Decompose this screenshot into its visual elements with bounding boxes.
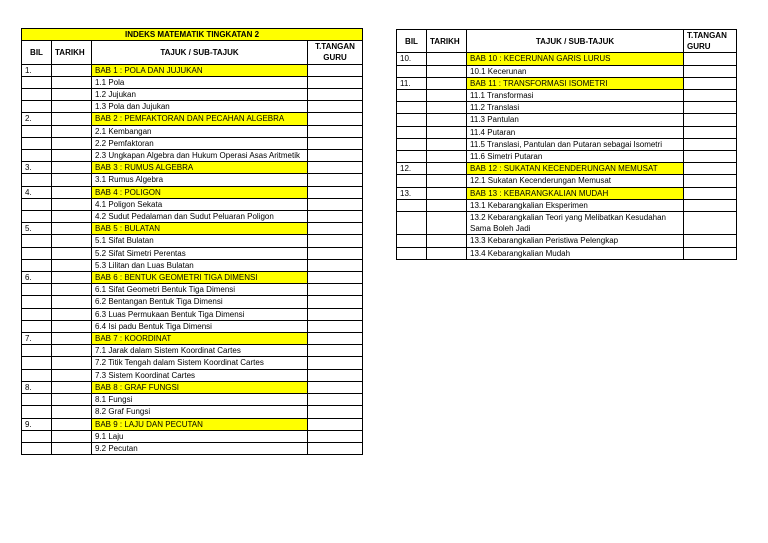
chapter-row — [22, 418, 363, 430]
bil-cell — [397, 90, 427, 102]
subtopic-row — [22, 198, 363, 210]
chapter-row — [22, 186, 363, 198]
chapter-title: BAB 11 : TRANSFORMASI ISOMETRI — [467, 77, 684, 89]
bil-cell: 6. — [22, 272, 52, 284]
signature-cell — [308, 296, 363, 308]
signature-cell — [308, 418, 363, 430]
bil-cell — [397, 199, 427, 211]
chapter-title: BAB 13 : KEBARANGKALIAN MUDAH — [467, 187, 684, 199]
bil-cell — [397, 102, 427, 114]
signature-cell — [308, 345, 363, 357]
tarikh-cell — [427, 247, 467, 259]
subtopic-title: 2.3 Ungkapan Algebra dan Hukum Operasi Asas Aritmetik — [92, 150, 308, 162]
subtopic-title: 8.1 Fungsi — [92, 394, 308, 406]
bil-cell: 3. — [22, 162, 52, 174]
subtopic-row — [22, 320, 363, 332]
subtopic-row — [22, 259, 363, 271]
signature-cell — [684, 235, 737, 247]
tarikh-cell — [52, 150, 92, 162]
subtopic-title: 5.1 Sifat Bulatan — [92, 235, 308, 247]
bil-cell — [397, 138, 427, 150]
subtopic-title: 6.2 Bentangan Bentuk Tiga Dimensi — [92, 296, 308, 308]
signature-cell — [308, 235, 363, 247]
chapter-title: BAB 4 : POLIGON — [92, 186, 308, 198]
signature-cell — [308, 272, 363, 284]
signature-cell — [684, 65, 737, 77]
signature-cell — [308, 406, 363, 418]
tarikh-cell — [52, 284, 92, 296]
chapter-title: BAB 6 : BENTUK GEOMETRI TIGA DIMENSI — [92, 272, 308, 284]
subtopic-row — [22, 345, 363, 357]
chapter-row — [397, 163, 737, 175]
header-tandatangan: T.TANGAN GURU — [308, 41, 363, 64]
tarikh-cell — [427, 114, 467, 126]
signature-cell — [308, 174, 363, 186]
bil-cell: 2. — [22, 113, 52, 125]
signature-cell — [308, 89, 363, 101]
signature-cell — [684, 151, 737, 163]
bil-cell — [22, 76, 52, 88]
tarikh-cell — [52, 76, 92, 88]
signature-cell — [308, 198, 363, 210]
tarikh-cell — [52, 442, 92, 454]
subtopic-title: 13.4 Kebarangkalian Mudah — [467, 247, 684, 259]
index-table-right — [396, 29, 737, 260]
signature-cell — [308, 162, 363, 174]
tarikh-cell — [52, 211, 92, 223]
subtopic-title: 13.2 Kebarangkalian Teori yang Melibatkan Kesudahan Sama Boleh Jadi — [467, 212, 684, 235]
bil-cell — [22, 308, 52, 320]
subtopic-title: 11.2 Translasi — [467, 102, 684, 114]
bil-cell — [397, 235, 427, 247]
tarikh-cell — [427, 212, 467, 235]
tarikh-cell — [52, 296, 92, 308]
subtopic-row — [397, 151, 737, 163]
signature-cell — [684, 126, 737, 138]
subtopic-title: 1.1 Pola — [92, 76, 308, 88]
signature-cell — [308, 247, 363, 259]
chapter-row — [397, 53, 737, 65]
signature-cell — [308, 381, 363, 393]
signature-cell — [308, 211, 363, 223]
tarikh-cell — [52, 320, 92, 332]
bil-cell — [397, 175, 427, 187]
tarikh-cell — [427, 90, 467, 102]
signature-cell — [308, 76, 363, 88]
header-bil: BIL — [22, 41, 52, 64]
bil-cell — [397, 247, 427, 259]
signature-cell — [308, 308, 363, 320]
subtopic-row — [397, 126, 737, 138]
chapter-title: BAB 8 : GRAF FUNGSI — [92, 381, 308, 393]
chapter-title: BAB 7 : KOORDINAT — [92, 333, 308, 345]
tarikh-cell — [427, 175, 467, 187]
bil-cell: 1. — [22, 64, 52, 76]
chapter-title: BAB 2 : PEMFAKTORAN DAN PECAHAN ALGEBRA — [92, 113, 308, 125]
subtopic-row — [22, 125, 363, 137]
subtopic-title: 3.1 Rumus Algebra — [92, 174, 308, 186]
subtopic-row — [22, 406, 363, 418]
signature-cell — [308, 223, 363, 235]
bil-cell — [22, 125, 52, 137]
subtopic-row — [397, 90, 737, 102]
bil-cell: 7. — [22, 333, 52, 345]
chapter-row — [22, 64, 363, 76]
signature-cell — [684, 102, 737, 114]
tarikh-cell — [427, 138, 467, 150]
bil-cell — [22, 369, 52, 381]
tarikh-cell — [52, 186, 92, 198]
signature-cell — [308, 357, 363, 369]
bil-cell — [22, 284, 52, 296]
chapter-row — [22, 272, 363, 284]
chapter-title: BAB 1 : POLA DAN JUJUKAN — [92, 64, 308, 76]
subtopic-row — [22, 89, 363, 101]
tarikh-cell — [52, 430, 92, 442]
signature-cell — [308, 150, 363, 162]
bil-cell — [397, 65, 427, 77]
subtopic-title: 11.3 Pantulan — [467, 114, 684, 126]
tarikh-cell — [52, 64, 92, 76]
subtopic-row — [22, 430, 363, 442]
tarikh-cell — [52, 198, 92, 210]
subtopic-title: 7.3 Sistem Koordinat Cartes — [92, 369, 308, 381]
header-tarikh: TARIKH — [427, 30, 467, 53]
subtopic-title: 5.3 Lilitan dan Luas Bulatan — [92, 259, 308, 271]
bil-cell — [22, 357, 52, 369]
bil-cell — [22, 345, 52, 357]
tarikh-cell — [52, 125, 92, 137]
subtopic-title: 9.1 Laju — [92, 430, 308, 442]
chapter-row — [22, 381, 363, 393]
subtopic-title: 1.2 Jujukan — [92, 89, 308, 101]
subtopic-row — [397, 102, 737, 114]
bil-cell: 8. — [22, 381, 52, 393]
bil-cell — [22, 430, 52, 442]
bil-cell — [22, 89, 52, 101]
tarikh-cell — [52, 333, 92, 345]
tarikh-cell — [52, 223, 92, 235]
subtopic-title: 7.2 Titik Tengah dalam Sistem Koordinat Cartes — [92, 357, 308, 369]
subtopic-title: 4.1 Poligon Sekata — [92, 198, 308, 210]
subtopic-title: 2.2 Pemfaktoran — [92, 137, 308, 149]
tarikh-cell — [52, 369, 92, 381]
chapter-row — [397, 77, 737, 89]
subtopic-title: 11.4 Putaran — [467, 126, 684, 138]
bil-cell — [22, 394, 52, 406]
signature-cell — [684, 90, 737, 102]
signature-cell — [684, 77, 737, 89]
chapter-title: BAB 9 : LAJU DAN PECUTAN — [92, 418, 308, 430]
bil-cell — [397, 126, 427, 138]
subtopic-row — [397, 65, 737, 77]
header-tajuk: TAJUK / SUB-TAJUK — [467, 30, 684, 53]
signature-cell — [308, 64, 363, 76]
signature-cell — [684, 114, 737, 126]
bil-cell: 12. — [397, 163, 427, 175]
signature-cell — [308, 186, 363, 198]
subtopic-row — [397, 199, 737, 211]
chapter-row — [22, 113, 363, 125]
subtopic-row — [22, 394, 363, 406]
tarikh-cell — [427, 77, 467, 89]
index-title: INDEKS MATEMATIK TINGKATAN 2 — [22, 29, 363, 41]
signature-cell — [308, 284, 363, 296]
signature-cell — [684, 247, 737, 259]
subtopic-title: 9.2 Pecutan — [92, 442, 308, 454]
subtopic-title: 6.3 Luas Permukaan Bentuk Tiga Dimensi — [92, 308, 308, 320]
subtopic-title: 4.2 Sudut Pedalaman dan Sudut Peluaran Poligon — [92, 211, 308, 223]
bil-cell — [22, 150, 52, 162]
subtopic-row — [22, 76, 363, 88]
tarikh-cell — [52, 113, 92, 125]
subtopic-title: 5.2 Sifat Simetri Perentas — [92, 247, 308, 259]
subtopic-row — [22, 150, 363, 162]
tarikh-cell — [427, 187, 467, 199]
subtopic-row — [22, 442, 363, 454]
tarikh-cell — [427, 102, 467, 114]
tarikh-cell — [52, 357, 92, 369]
signature-cell — [308, 394, 363, 406]
bil-cell: 9. — [22, 418, 52, 430]
subtopic-title: 11.1 Transformasi — [467, 90, 684, 102]
bil-cell — [22, 259, 52, 271]
bil-cell — [397, 114, 427, 126]
left-table-body — [22, 64, 363, 455]
tarikh-cell — [52, 394, 92, 406]
bil-cell — [22, 442, 52, 454]
header-bil: BIL — [397, 30, 427, 53]
chapter-row — [22, 162, 363, 174]
subtopic-title: 12.1 Sukatan Kecenderungan Memusat — [467, 175, 684, 187]
bil-cell — [397, 151, 427, 163]
subtopic-row — [22, 369, 363, 381]
subtopic-title: 6.4 Isi padu Bentuk Tiga Dimensi — [92, 320, 308, 332]
header-tajuk: TAJUK / SUB-TAJUK — [92, 41, 308, 64]
subtopic-row — [22, 296, 363, 308]
subtopic-row — [22, 235, 363, 247]
tarikh-cell — [52, 162, 92, 174]
signature-cell — [684, 175, 737, 187]
signature-cell — [308, 259, 363, 271]
tarikh-cell — [52, 418, 92, 430]
signature-cell — [684, 53, 737, 65]
subtopic-title: 13.1 Kebarangkalian Eksperimen — [467, 199, 684, 211]
subtopic-row — [397, 175, 737, 187]
chapter-title: BAB 3 : RUMUS ALGEBRA — [92, 162, 308, 174]
tarikh-cell — [427, 235, 467, 247]
tarikh-cell — [52, 259, 92, 271]
bil-cell: 10. — [397, 53, 427, 65]
tarikh-cell — [427, 151, 467, 163]
bil-cell — [22, 247, 52, 259]
tarikh-cell — [427, 163, 467, 175]
subtopic-title: 11.5 Translasi, Pantulan dan Putaran sebagai Isometri — [467, 138, 684, 150]
chapter-row — [22, 333, 363, 345]
subtopic-row — [22, 101, 363, 113]
subtopic-title: 1.3 Pola dan Jujukan — [92, 101, 308, 113]
subtopic-row — [22, 284, 363, 296]
bil-cell: 4. — [22, 186, 52, 198]
tarikh-cell — [52, 272, 92, 284]
signature-cell — [684, 163, 737, 175]
tarikh-cell — [52, 235, 92, 247]
subtopic-title: 6.1 Sifat Geometri Bentuk Tiga Dimensi — [92, 284, 308, 296]
right-table-body — [397, 53, 737, 259]
subtopic-title: 7.1 Jarak dalam Sistem Koordinat Cartes — [92, 345, 308, 357]
subtopic-title: 2.1 Kembangan — [92, 125, 308, 137]
subtopic-title: 11.6 Simetri Putaran — [467, 151, 684, 163]
header-tarikh: TARIKH — [52, 41, 92, 64]
tarikh-cell — [52, 308, 92, 320]
signature-cell — [308, 113, 363, 125]
signature-cell — [684, 212, 737, 235]
tarikh-cell — [52, 406, 92, 418]
subtopic-row — [397, 212, 737, 235]
tarikh-cell — [52, 345, 92, 357]
tarikh-cell — [52, 89, 92, 101]
bil-cell — [397, 212, 427, 235]
chapter-title: BAB 12 : SUKATAN KECENDERUNGAN MEMUSAT — [467, 163, 684, 175]
chapter-title: BAB 10 : KECERUNAN GARIS LURUS — [467, 53, 684, 65]
subtopic-row — [22, 247, 363, 259]
bil-cell — [22, 198, 52, 210]
bil-cell — [22, 174, 52, 186]
subtopic-row — [397, 247, 737, 259]
signature-cell — [308, 430, 363, 442]
tarikh-cell — [52, 137, 92, 149]
bil-cell — [22, 320, 52, 332]
signature-cell — [684, 138, 737, 150]
header-tandatangan: T.TANGAN GURU — [684, 30, 737, 53]
tarikh-cell — [427, 53, 467, 65]
subtopic-row — [22, 211, 363, 223]
tarikh-cell — [427, 126, 467, 138]
chapter-title: BAB 5 : BULATAN — [92, 223, 308, 235]
tarikh-cell — [52, 381, 92, 393]
signature-cell — [308, 442, 363, 454]
bil-cell — [22, 296, 52, 308]
subtopic-row — [397, 138, 737, 150]
chapter-row — [22, 223, 363, 235]
tarikh-cell — [52, 174, 92, 186]
subtopic-row — [22, 357, 363, 369]
subtopic-title: 13.3 Kebarangkalian Peristiwa Pelengkap — [467, 235, 684, 247]
subtopic-title: 8.2 Graf Fungsi — [92, 406, 308, 418]
subtopic-row — [397, 235, 737, 247]
tarikh-cell — [427, 199, 467, 211]
bil-cell — [22, 101, 52, 113]
chapter-row — [397, 187, 737, 199]
bil-cell — [22, 211, 52, 223]
signature-cell — [308, 125, 363, 137]
tarikh-cell — [427, 65, 467, 77]
tarikh-cell — [52, 247, 92, 259]
bil-cell — [22, 406, 52, 418]
subtopic-row — [397, 114, 737, 126]
signature-cell — [308, 369, 363, 381]
bil-cell — [22, 137, 52, 149]
subtopic-row — [22, 174, 363, 186]
signature-cell — [308, 333, 363, 345]
signature-cell — [684, 187, 737, 199]
signature-cell — [308, 137, 363, 149]
bil-cell: 11. — [397, 77, 427, 89]
signature-cell — [684, 199, 737, 211]
tarikh-cell — [52, 101, 92, 113]
signature-cell — [308, 101, 363, 113]
subtopic-row — [22, 137, 363, 149]
subtopic-row — [22, 308, 363, 320]
index-table-left — [21, 28, 363, 455]
bil-cell: 5. — [22, 223, 52, 235]
subtopic-title: 10.1 Kecerunan — [467, 65, 684, 77]
bil-cell: 13. — [397, 187, 427, 199]
signature-cell — [308, 320, 363, 332]
bil-cell — [22, 235, 52, 247]
